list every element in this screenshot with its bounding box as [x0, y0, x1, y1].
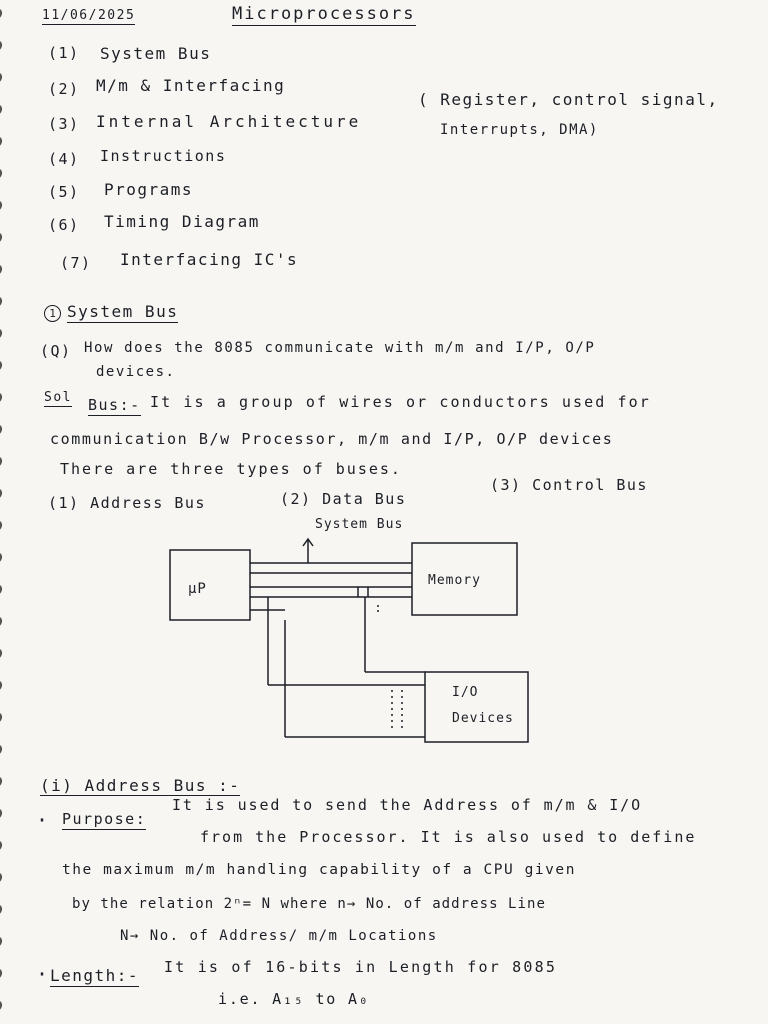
solution-line2: communication B/w Processor, m/m and I/P, O/P devices [50, 430, 614, 448]
bus-type-address: (1) Address Bus [48, 494, 206, 512]
topic-7-number: (7) [60, 254, 92, 272]
section-1-heading-text: System Bus [67, 302, 179, 321]
length-line1: It is of 16-bits in Length for 8085 [164, 958, 558, 976]
topic-2-number: (2) [48, 80, 80, 98]
bus-type-control: (3) Control Bus [490, 476, 648, 494]
spiral-binding-icon [0, 0, 10, 1024]
address-bus-heading [40, 776, 240, 795]
diagram-io-label-line1: I/O [452, 685, 479, 700]
question-line2: devices. [96, 364, 176, 380]
purpose-line2: from the Processor. It is also used to define [200, 828, 697, 846]
topic-1-number: (1) [48, 44, 80, 62]
topic-4-number: (4) [48, 150, 80, 168]
purpose-line4: by the relation 2ⁿ= N where n→ No. of address Line [72, 896, 546, 912]
purpose-line5: N→ No. of Address/ m/m Locations [120, 928, 438, 944]
section-1-number: 1 [44, 305, 61, 322]
architecture-note-line1: ( Register, control signal, [418, 90, 719, 109]
topic-6-text: Timing Diagram [104, 212, 260, 231]
diagram-system-bus-label: System Bus [315, 517, 404, 532]
topic-4-text: Instructions [100, 147, 227, 165]
diagram-up-label: µP [188, 581, 207, 597]
purpose-label: Purpose: [62, 810, 147, 828]
solution-line1: It is a group of wires or conductors used for [150, 393, 651, 411]
bullet-dot-icon: · [36, 808, 50, 832]
length-label: Length:- [50, 966, 140, 985]
address-bus-heading-text: (i) Address Bus :- [40, 776, 241, 795]
topic-7-text: Interfacing IC's [120, 250, 299, 269]
diagram-memory-label: Memory [428, 573, 481, 588]
purpose-line1: It is used to send the Address of m/m & I/O [172, 796, 643, 814]
topic-3-number: (3) [48, 115, 80, 133]
bus-type-data: (2) Data Bus [280, 490, 407, 508]
architecture-note-line2: Interrupts, DMA) [440, 122, 599, 138]
solution-line3: There are three types of buses. [60, 460, 402, 478]
page-date: 11/06/2025 [42, 8, 136, 23]
topic-5-text: Programs [104, 180, 194, 199]
system-bus-diagram [160, 515, 540, 750]
question-line1: How does the 8085 communicate with m/m and I/P, O/P [84, 340, 596, 356]
page-title: Microprocessors [232, 4, 416, 24]
topic-1-text: System Bus [100, 44, 212, 63]
bullet-dot-icon-2: · [36, 962, 50, 986]
question-label: (Q) [40, 342, 72, 360]
section-1-heading [44, 302, 178, 322]
solution-label: Sol [44, 390, 72, 405]
length-line2: i.e. A₁₅ to A₀ [218, 990, 370, 1008]
topic-3-text: Internal Architecture [96, 112, 362, 131]
topic-2-text: M/m & Interfacing [96, 76, 286, 95]
bus-label: Bus:- [88, 396, 141, 414]
topic-5-number: (5) [48, 183, 80, 201]
topic-6-number: (6) [48, 216, 80, 234]
purpose-line3: the maximum m/m handling capability of a CPU given [62, 862, 576, 878]
diagram-io-label-line2: Devices [452, 711, 514, 726]
